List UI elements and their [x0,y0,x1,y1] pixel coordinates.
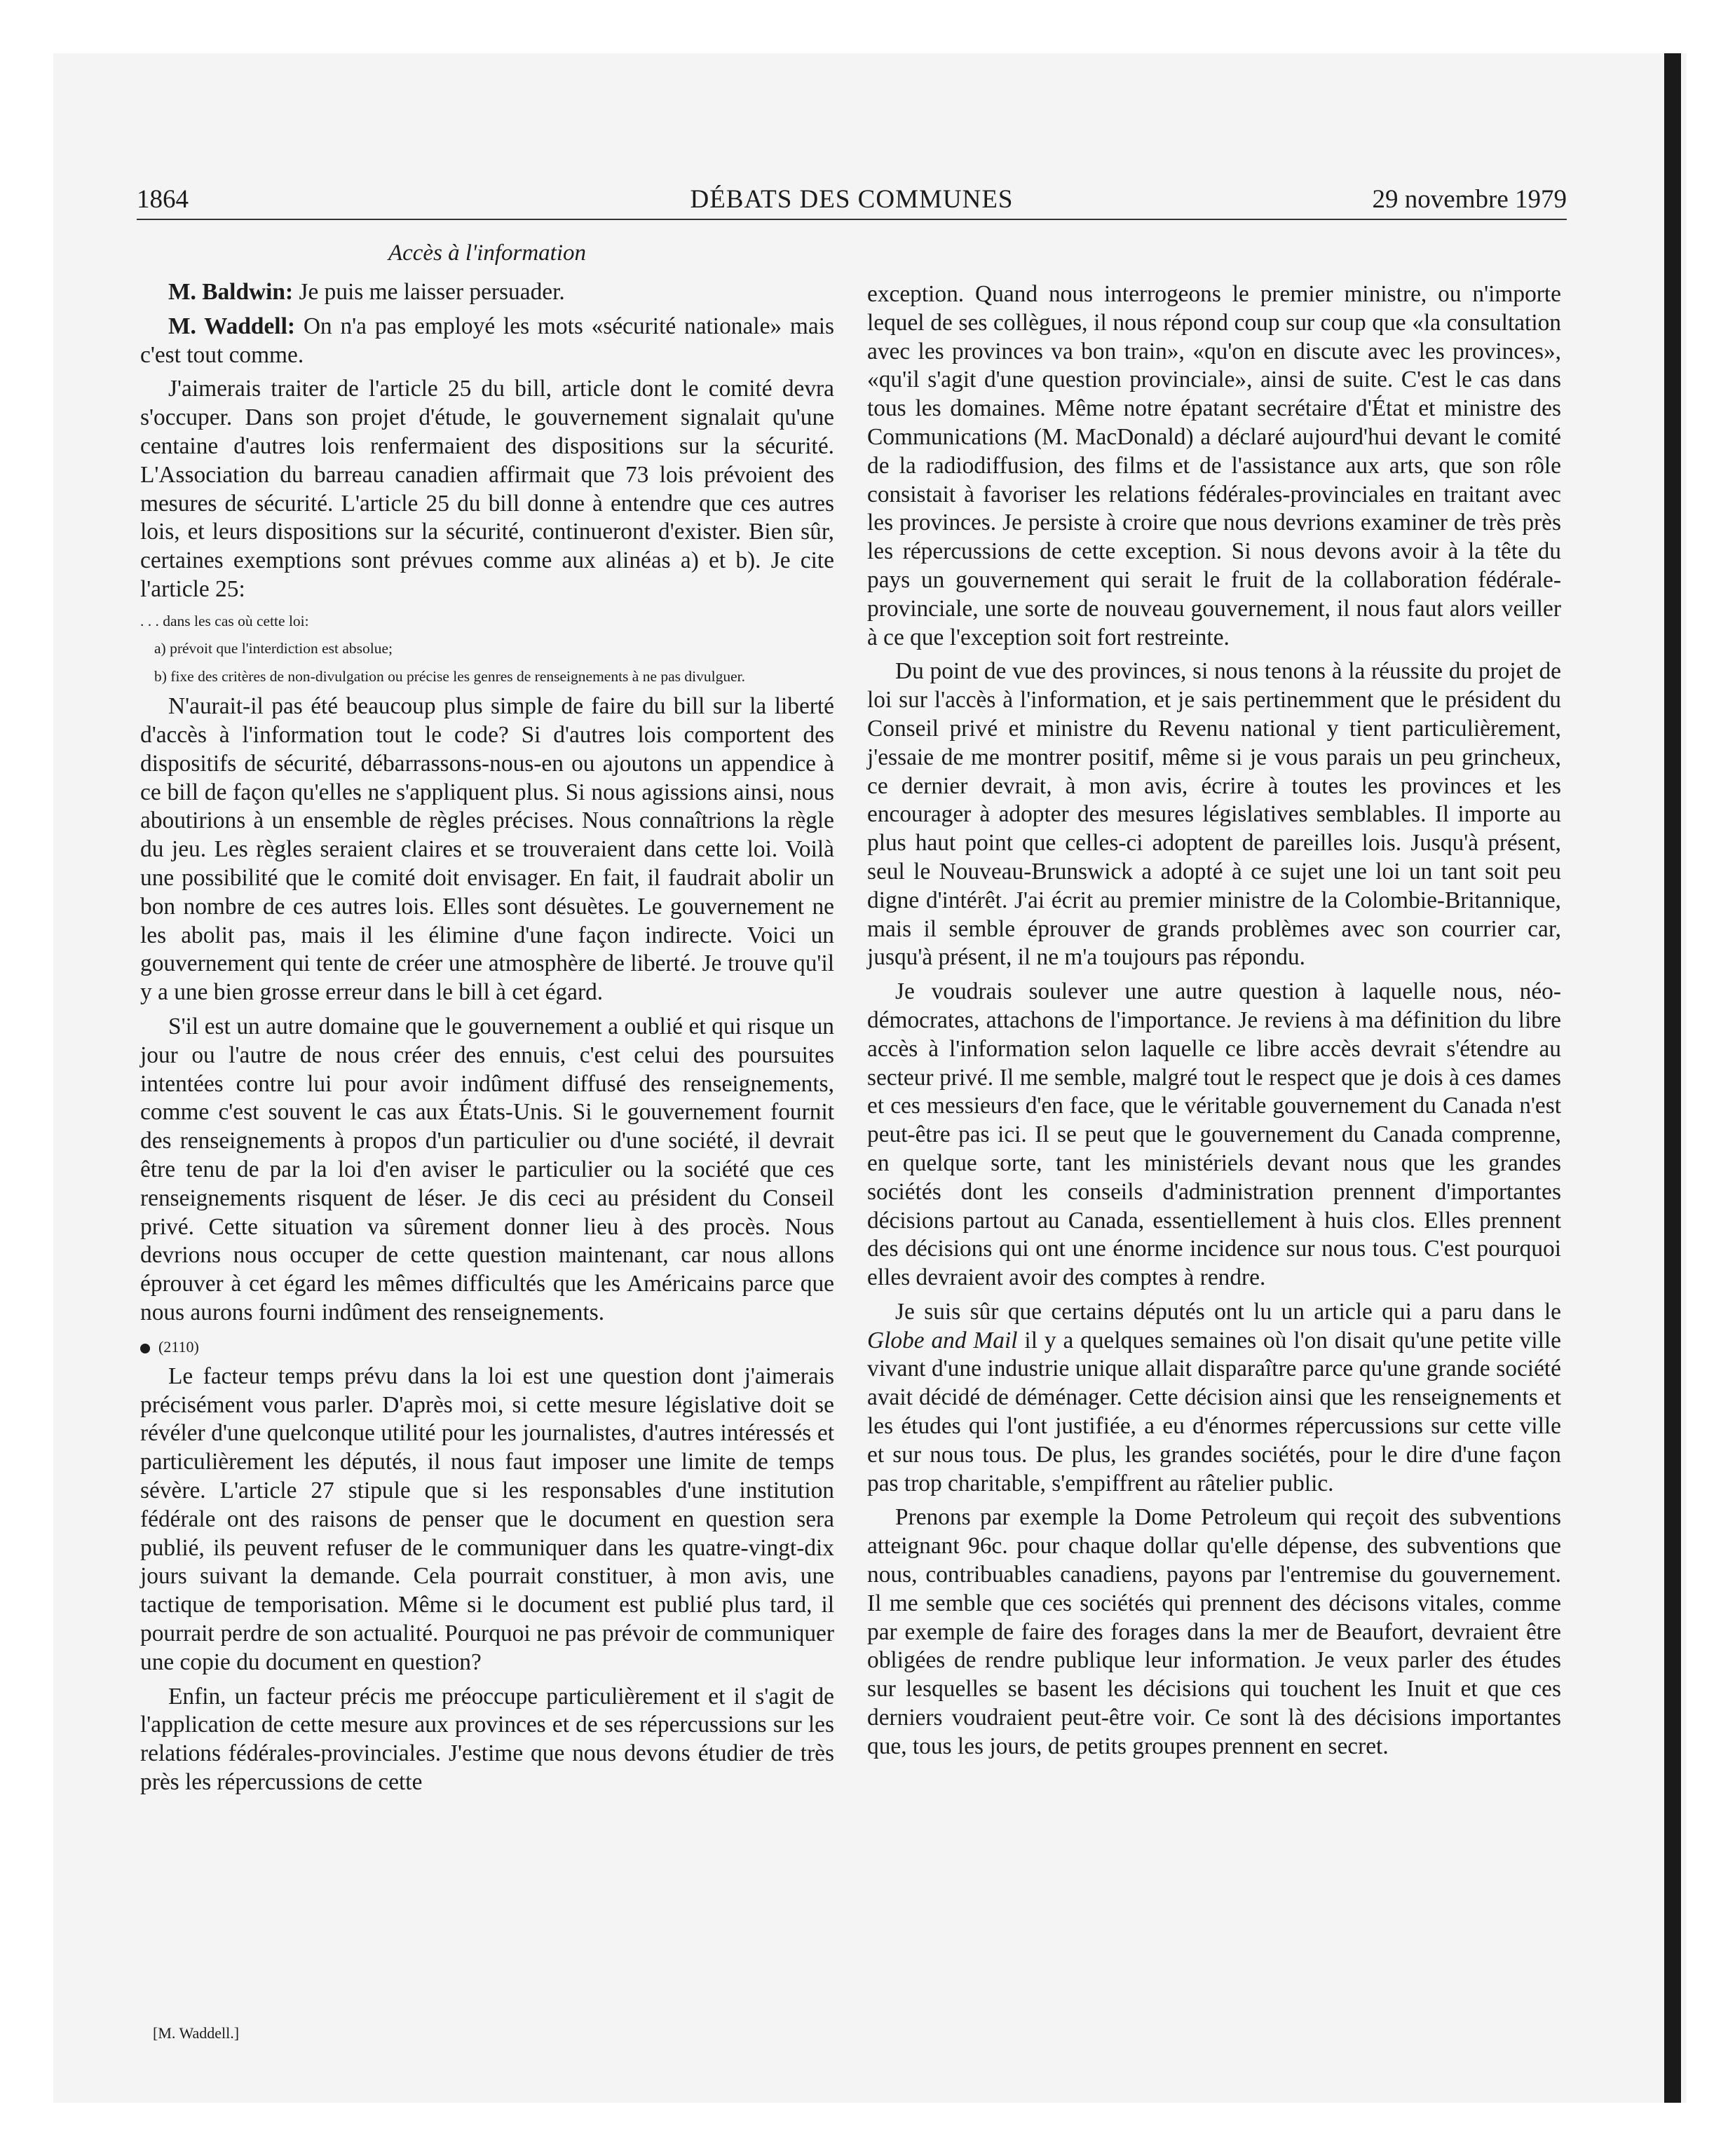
quote-intro: . . . dans les cas où cette loi: [140,612,309,629]
paragraph: S'il est un autre domaine que le gouvernement a oublié et qui risque un jour ou l'autre de nous créer des ennuis, c'est celui des poursuites intentées contre lui pour avoir indûment diffusé des renseignements, comme c'est souvent le cas aux États-Unis. Si le gouvernement fournit des renseignements à propos d'un particulier ou d'une société, il devrait être tenu de par la loi d'en aviser le particulier ou la société que ces renseignements risquent de léser. Je dis ceci au président du Conseil privé. Cette situation va sûrement donner lieu à des procès. Nous devrions nous occuper de cette question maintenant, car nous allons éprouver à cet égard les mêmes difficultés que les Américains parce que nous aurons fourni indûment des renseignements. [140,1014,834,1325]
paragraph: Le facteur temps prévu dans la loi est une question dont j'aimerais précisément vous parler. D'après moi, si cette mesure législative doit se révéler d'une quelconque utilité pour les journalistes, d'autres intéressés et particulièrement les députés, il nous faut imposer une limite de temps sévère. L'article 27 stipule que si les responsables d'une institution fédérale ont des raisons de penser que le document en question sera publié, ils peuvent refuser de le communiquer dans les quatre-vingt-dix jours suivant la demande. Cela pourrait constituer, à mon avis, une tactique de temporisation. Même si le document est publié plus tard, il pourrait perdre de son actualité. Pourquoi ne pas prévoir de communiquer une copie du document en question? [140,1363,834,1675]
timestamp-label: (2110) [158,1337,199,1356]
newspaper-title: Globe and Mail [867,1327,1018,1353]
quote-item-b: b) fixe des critères de non-divulgation ou précise les genres de renseignements à ne pas divulguer. [154,667,746,685]
publication-date: 29 novembre 1979 [1372,185,1567,214]
paragraph: Prenons par exemple la Dome Petroleum qui reçoit des subventions atteignant 96c. pour chaque dollar qu'elle dépense, des subventions que nous, contribuables canadiens, payons par l'entremise du gouvernement. Il me semble que ces sociétés qui prennent des décisons vitales, comme par exemple de faire des forages dans la mer de Beaufort, devraient être obligées de rendre publique leur information. Je veux parler des études sur lesquelles se basent les décisions qui touchent les Inuit et que ces derniers voudraient peut-être voir. Ce sont là des décisions importantes que, tous les jours, de petits groupes prennent en secret. [867,1504,1561,1759]
paragraph: Du point de vue des provinces, si nous tenons à la réussite du projet de loi sur l'accès à l'information, et je sais pertinemment que le président du Conseil privé et ministre du Revenu national y tient particulièrement, j'essaie de me montrer positif, même si je vous parais un peu grincheux, ce dernier devrait, à mon avis, écrire à toutes les provinces et les encourager à adopter des mesures législatives semblables. Il importe au plus haut point que celles-ci adoptent de pareilles lois. Jusqu'à présent, seul le Nouveau-Brunswick a adopté à ce sujet une loi un tant soit peu digne d'intérêt. J'ai écrit au premier ministre de la Colombie-Britannique, mais il semble éprouver de grands problèmes avec son courrier car, jusqu'à présent, il ne m'a toujours pas répondu. [867,658,1561,971]
page-number: 1864 [137,185,189,214]
paragraph [867,1298,1561,1499]
text-run: Je suis sûr que certains députés ont lu un article qui a paru dans le [895,1298,1561,1325]
paragraph [140,313,834,370]
header-rule [137,219,1567,220]
running-header [137,181,1567,219]
paragraph: J'aimerais traiter de l'article 25 du bill, article dont le comité devra s'occuper. Dans son projet d'étude, le gouvernement signalait qu'une centaine d'autres lois renfermaient des dispositions sur la sécurité. L'Association du barreau canadien affirmait que 73 lois prévoient des mesures de sécurité. L'article 25 du bill donne à entendre que ces autres lois, et leurs dispositions sur la sécurité, continueront d'exister. Bien sûr, certaines exemptions sont prévues comme aux alinéas a) et b). Je cite l'article 25: [140,376,834,602]
publication-title: DÉBATS DES COMMUNES [690,185,1014,214]
speaker-name: M. Baldwin: [168,279,294,305]
paragraph: N'aurait-il pas été beaucoup plus simple de faire du bill sur la liberté d'accès à l'information tout le code? Si d'autres lois comportent des dispositifs de sécurité, débarrassons-nous-en ou ajoutons un appendice à ce bill de façon qu'elles ne s'appliquent plus. Si nous agissions ainsi, nous aboutirions à un ensemble de règles précises. Nous connaîtrions la règle du jeu. Les règles seraient claires et se trouveraient dans cette loi. Voilà une possibilité que le comité doit envisager. En fait, il faudrait abolir un bon nombre de ces autres lois. Elles sont désuètes. Le gouvernement ne les abolit pas, mais il les élimine d'une façon indirecte. Voici un gouvernement qui tente de créer une atmosphère de liberté. Je trouve qu'il y a une bien grosse erreur dans le bill à cet égard. [140,693,834,1006]
left-column [140,235,834,1803]
speaker-name: M. Waddell: [168,313,295,339]
paragraph: Enfin, un facteur précis me préoccupe particulièrement et il s'agit de l'application de cette mesure aux provinces et de ses répercussions sur les relations fédérales-provinciales. J'estime que nous devons étudier de très près les répercussions de cette [140,1683,834,1795]
bullet-icon [140,1344,150,1353]
paragraph: exception. Quand nous interrogeons le premier ministre, ou n'importe lequel de ses collègues, il nous répond coup sur coup que «la consultation avec les provinces va bon train», «qu'on en discute avec les provinces», «qu'il s'agit d'une question provinciale», ainsi de suite. C'est le cas dans tous les domaines. Même notre épatant secrétaire d'État et ministre des Communications (M. MacDonald) a déclaré aujourd'hui devant le comité de la radiodiffusion, des films et de l'assistance aux arts, que son rôle consistait à favoriser les relations fédérales-provinciales en traitant avec les provinces. Je persiste à croire que nous devrions examiner de très près les répercussions de cette exception. Si nous devons avoir à la tête du pays un gouvernement qui serait le fruit de la collaboration fédérale-provinciale, une sorte de nouveau gouvernement, il nous faut alors veiller à ce que l'exception soit fort restreinte. [867,281,1561,650]
quote-item-a: a) prévoit que l'interdiction est absolue; [154,640,393,657]
paragraph [140,278,834,307]
time-marker [140,1333,834,1361]
paragraph: Je voudrais soulever une autre question à laquelle nous, néo-démocrates, attachons de l'importance. Je reviens à ma définition du libre accès à l'information selon laquelle ce libre accès devrait s'étendre au secteur privé. Il me semble, malgré tout le respect que je dois à ces dames et ces messieurs d'en face, que le véritable gouvernement du Canada n'est peut-être pas ici. Il se peut que le gouvernement du Canada comprenne, en quelque sorte, tant les ministériels devant nous que les grandes sociétés dont les conseils d'administration prennent d'importantes décisions partout au Canada, essentiellement à huis clos. Elles prennent des décisions qui ont une énorme incidence sur nous tous. C'est pourquoi elles devraient avoir des comptes à rendre. [867,978,1561,1291]
speaker-footer-reference: [M. Waddell.] [153,2024,240,2042]
text-run: il y a quelques semaines où l'on disait qu'une petite ville vivant d'une industrie unique allait disparaître parce qu'une grande société avait décidé de déménager. Cette décision ainsi que les renseignements et les études qui l'ont justifiée, a eu d'énormes répercussions sur cette ville et sur nous tous. De plus, les grandes sociétés, pour le dire d'une façon pas trop charitable, s'empiffrent au râtelier public. [867,1327,1561,1496]
speech-text: On n'a pas employé les mots «sécurité nationale» mais c'est tout comme. [140,313,834,368]
right-column [867,280,1561,1767]
page-edge-shadow [1664,53,1681,2103]
section-title: Accès à l'information [388,240,586,266]
speech-text: Je puis me laisser persuader. [293,279,565,305]
